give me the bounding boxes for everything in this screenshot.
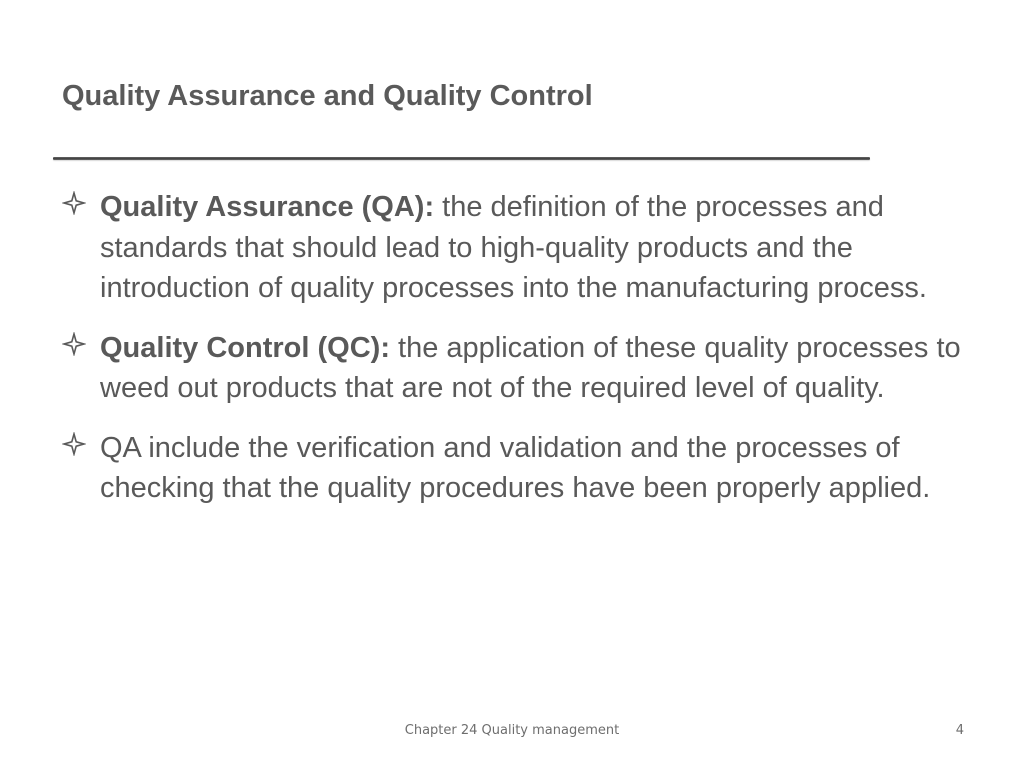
bullet-list <box>62 187 962 528</box>
bullet-text: the definition of the processes and standards that should lead to high-quality products and the introduction of quality processes into the manufacturing process. <box>100 191 927 304</box>
title-divider <box>53 157 870 160</box>
star-bullet-icon <box>62 432 86 456</box>
bullet-item-quality-assurance <box>62 187 962 309</box>
bullet-term: Quality Assurance (QA): <box>100 191 435 223</box>
star-bullet-icon <box>62 332 86 356</box>
bullet-item-qa-verification <box>62 428 962 509</box>
bullet-text: the application of these quality processes to weed out products that are not of the required level of quality. <box>100 331 961 404</box>
page-number: 4 <box>955 723 964 738</box>
bullet-item-quality-control <box>62 328 962 409</box>
bullet-term: Quality Control (QC): <box>100 331 390 364</box>
footer-chapter-label: Chapter 24 Quality management <box>404 723 620 738</box>
slide-title: Quality Assurance and Quality Control <box>62 80 593 112</box>
star-bullet-icon <box>62 191 86 215</box>
bullet-text: QA include the verification and validation and the processes of checking that the quality procedures have been properly applied. <box>100 431 931 504</box>
